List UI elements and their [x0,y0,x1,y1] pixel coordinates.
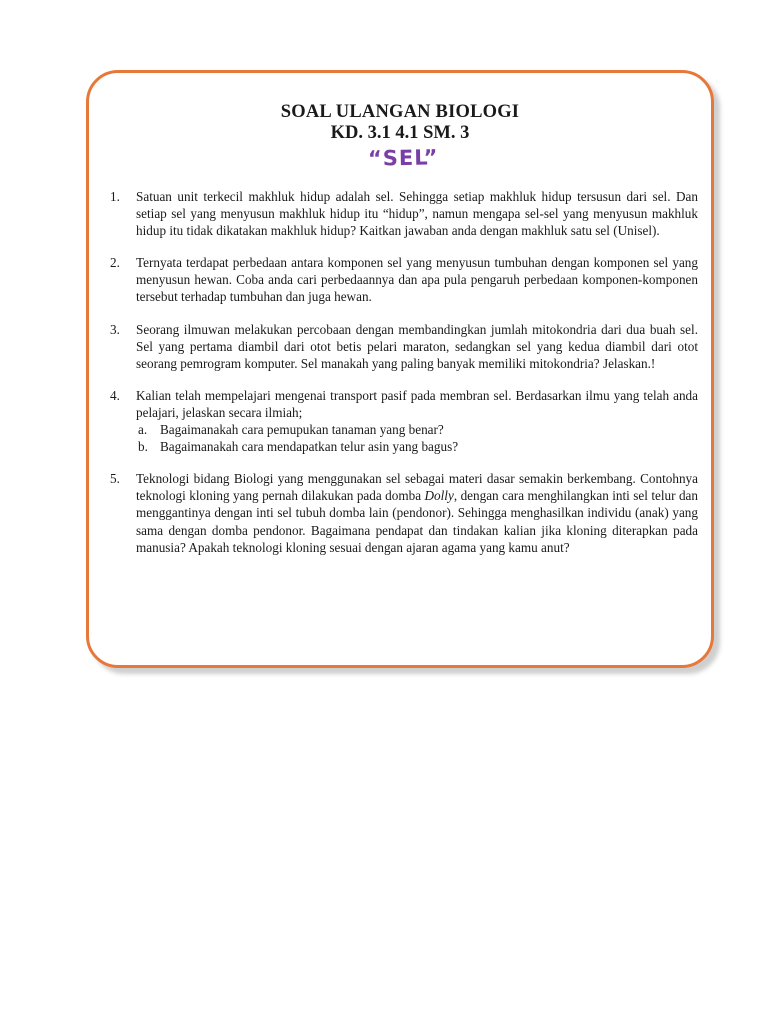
question-number: 2. [110,255,120,271]
question-number: 5. [110,471,120,487]
question-text: Satuan unit terkecil makhluk hidup adalah sel. Sehingga setiap makhluk hidup tersusun dari sel. Dan setiap sel yang menyusun makhluk hidup itu “hidup”, namun mengapa sel-sel yang menyusun makhluk hidup itu tidak dikatakan makhluk hidup? Kaitkan jawaban anda dengan makhluk satu sel (Unisel). [136,189,698,239]
dolly-italic-text: Dolly [424,488,454,504]
exam-subtitle: KD. 3.1 4.1 SM. 3 [330,123,470,143]
question-item [110,188,698,239]
question-text-part: Teknologi bidang Biologi yang menggunakan sel sebagai materi dasar semakin berkembang. Contohnya teknologi kloning yang pernah dilakukan pada domba [136,471,698,504]
question-number: 3. [110,321,120,337]
sub-question-letter: a. [138,422,148,438]
question-number: 1. [110,189,120,204]
question-text: Seorang ilmuwan melakukan percobaan dengan membandingkan jumlah mitokondria dari dua buah sel. Sel yang pertama diambil dari otot betis pelari maraton, sedangkan sel yang kedua diambil dari otot seorang pemrogram komputer. Sel manakah yang paling banyak memiliki mitokondria? Jelaskan.! [136,321,698,371]
exam-header [86,102,714,171]
question-list [110,188,698,571]
sub-question-list [136,421,698,455]
sub-question-letter: b. [138,439,148,455]
question-item [110,387,698,455]
question-text-part: , dengan cara menghilangkan inti sel telur dan menggantinya dengan inti sel tubuh domba lain (pendonor). Sehingga menghasilkan individu (anak) yang sama dengan domba pendonor. Bagaimana pendapat dan tindakan kalian jika kloning diterapkan pada manusia? Apakah teknologi kloning sesuai dengan ajaran agama yang kamu anut? [136,488,698,555]
exam-title: SOAL ULANGAN BIOLOGI [280,102,520,122]
question-item [110,254,698,305]
sub-question-item [136,438,698,455]
question-item [110,470,698,555]
question-item [110,321,698,372]
question-text: Ternyata terdapat perbedaan antara komponen sel yang menyusun tumbuhan dengan komponen sel yang menyusun hewan. Coba anda cari perbedaannya dan apa pula pengaruh perbedaan komponen-komponen tersebut terhadap tumbuhan dan juga hewan. [136,255,698,305]
question-text [136,471,698,554]
question-number: 4. [110,387,120,403]
sub-question-text: Bagaimanakah cara mendapatkan telur asin yang bagus? [160,439,459,455]
sub-question-text: Bagaimanakah cara pemupukan tanaman yang benar? [160,422,444,438]
sub-question-item [136,421,698,438]
question-text: Kalian telah mempelajari mengenai transport pasif pada membran sel. Berdasarkan ilmu yang telah anda pelajari, jelaskan secara ilmiah; [136,387,698,420]
topic-heading: “SEL” [367,145,439,171]
